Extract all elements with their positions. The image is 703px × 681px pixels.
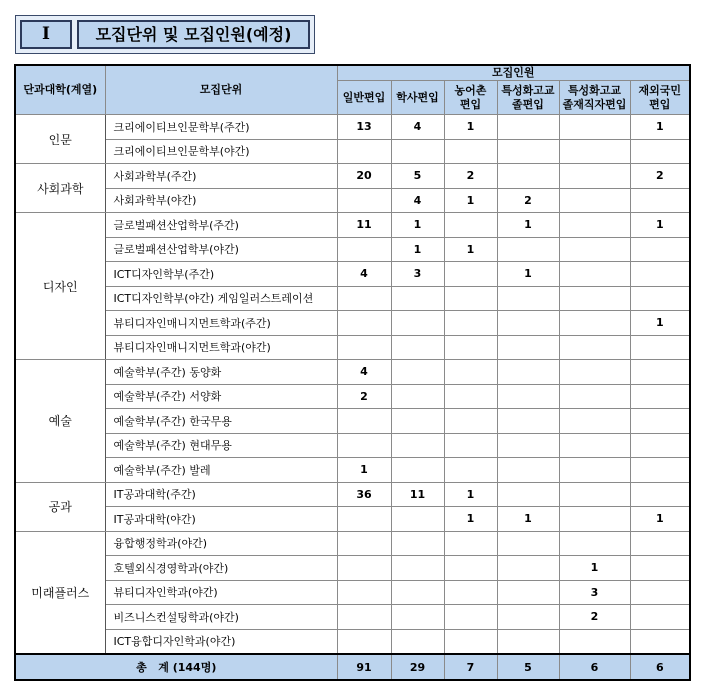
quota-cell — [391, 433, 444, 458]
quota-cell: 1 — [444, 482, 497, 507]
unit-cell: 뷰티디자인매니지먼트학과(주간) — [105, 311, 337, 336]
table-row — [15, 311, 690, 336]
unit-cell: 예술학부(주간) 동양화 — [105, 360, 337, 385]
quota-cell — [559, 139, 630, 164]
quota-cell: 5 — [391, 164, 444, 189]
quota-cell — [497, 433, 559, 458]
table-row — [15, 458, 690, 483]
quota-cell — [559, 507, 630, 532]
quota-cell — [559, 188, 630, 213]
quota-cell — [559, 482, 630, 507]
header-col-3: 농어촌 편입 — [444, 81, 497, 115]
quota-cell — [444, 556, 497, 581]
unit-cell: 글로벌패션산업학부(주간) — [105, 213, 337, 238]
quota-cell — [391, 507, 444, 532]
header-col-1: 일반편입 — [337, 81, 391, 115]
quota-cell — [630, 286, 690, 311]
unit-cell: 크리에이티브인문학부(주간) — [105, 115, 337, 140]
quota-cell — [337, 335, 391, 360]
quota-cell — [497, 409, 559, 434]
quota-cell — [391, 384, 444, 409]
table-row — [15, 286, 690, 311]
header-unit: 모집단위 — [105, 65, 337, 115]
unit-cell: 예술학부(주간) 현대무용 — [105, 433, 337, 458]
quota-cell — [497, 482, 559, 507]
quota-cell — [391, 629, 444, 654]
quota-cell: 4 — [337, 262, 391, 287]
quota-cell: 1 — [391, 213, 444, 238]
table-row — [15, 556, 690, 581]
unit-cell: 뷰티디자인매니지먼트학과(야간) — [105, 335, 337, 360]
quota-cell — [497, 384, 559, 409]
quota-cell — [630, 384, 690, 409]
quota-cell — [630, 629, 690, 654]
quota-cell — [559, 164, 630, 189]
college-cell: 미래플러스 — [15, 531, 105, 654]
quota-cell — [497, 286, 559, 311]
quota-cell — [630, 458, 690, 483]
quota-cell — [497, 556, 559, 581]
total-cell: 5 — [497, 654, 559, 680]
quota-cell: 2 — [559, 605, 630, 630]
quota-cell — [559, 262, 630, 287]
quota-cell — [497, 580, 559, 605]
table-row — [15, 507, 690, 532]
quota-cell — [497, 629, 559, 654]
quota-cell — [559, 458, 630, 483]
quota-cell — [444, 605, 497, 630]
total-label: 총 계 (144명) — [15, 654, 337, 680]
table-row — [15, 139, 690, 164]
total-cell: 29 — [391, 654, 444, 680]
quota-cell: 13 — [337, 115, 391, 140]
unit-cell: 사회과학부(야간) — [105, 188, 337, 213]
quota-cell: 1 — [444, 507, 497, 532]
quota-cell — [444, 629, 497, 654]
quota-cell: 3 — [559, 580, 630, 605]
quota-cell: 11 — [337, 213, 391, 238]
college-cell: 인문 — [15, 115, 105, 164]
quota-cell — [337, 507, 391, 532]
quota-cell — [630, 482, 690, 507]
quota-cell — [630, 580, 690, 605]
quota-cell — [444, 458, 497, 483]
unit-cell: ICT디자인학부(주간) — [105, 262, 337, 287]
quota-cell: 1 — [497, 507, 559, 532]
quota-cell: 2 — [337, 384, 391, 409]
quota-cell — [497, 115, 559, 140]
quota-cell — [337, 433, 391, 458]
quota-cell — [391, 556, 444, 581]
quota-cell — [444, 580, 497, 605]
quota-cell: 1 — [444, 237, 497, 262]
quota-cell — [444, 286, 497, 311]
quota-cell — [630, 335, 690, 360]
quota-cell — [497, 605, 559, 630]
quota-cell — [391, 531, 444, 556]
quota-cell — [559, 115, 630, 140]
quota-cell: 1 — [444, 115, 497, 140]
quota-cell — [630, 188, 690, 213]
quota-cell — [444, 139, 497, 164]
quota-cell — [559, 360, 630, 385]
quota-cell: 1 — [391, 237, 444, 262]
unit-cell: 사회과학부(주간) — [105, 164, 337, 189]
quota-cell: 1 — [630, 115, 690, 140]
table-row — [15, 605, 690, 630]
header-col-5: 특성화고교 졸재직자편입 — [559, 81, 630, 115]
header-col-4: 특성화고교 졸편입 — [497, 81, 559, 115]
quota-cell — [559, 531, 630, 556]
quota-cell — [444, 335, 497, 360]
quota-cell — [559, 237, 630, 262]
quota-cell — [337, 409, 391, 434]
header-college: 단과대학(계열) — [15, 65, 105, 115]
quota-cell — [559, 433, 630, 458]
quota-cell: 36 — [337, 482, 391, 507]
table-row — [15, 213, 690, 238]
quota-cell — [337, 580, 391, 605]
quota-cell — [559, 409, 630, 434]
unit-cell: 융합행정학과(야간) — [105, 531, 337, 556]
quota-cell — [391, 605, 444, 630]
unit-cell: 비즈니스컨설팅학과(야간) — [105, 605, 337, 630]
table-row — [15, 580, 690, 605]
table-row — [15, 237, 690, 262]
unit-cell: 글로벌패션산업학부(야간) — [105, 237, 337, 262]
quota-cell — [630, 605, 690, 630]
quota-cell — [337, 556, 391, 581]
quota-cell — [337, 605, 391, 630]
quota-cell — [391, 286, 444, 311]
quota-cell — [391, 360, 444, 385]
quota-cell — [444, 409, 497, 434]
quota-cell: 3 — [391, 262, 444, 287]
quota-cell: 1 — [444, 188, 497, 213]
quota-cell — [559, 629, 630, 654]
quota-cell — [559, 213, 630, 238]
quota-cell — [337, 629, 391, 654]
quota-cell — [444, 262, 497, 287]
quota-cell — [559, 286, 630, 311]
quota-cell — [630, 237, 690, 262]
quota-cell — [337, 311, 391, 336]
unit-cell: ICT디자인학부(야간) 게임일러스트레이션 — [105, 286, 337, 311]
quota-cell: 1 — [630, 507, 690, 532]
unit-cell: IT공과대학(야간) — [105, 507, 337, 532]
table-row — [15, 115, 690, 140]
unit-cell: 뷰티디자인학과(야간) — [105, 580, 337, 605]
quota-cell — [497, 164, 559, 189]
quota-cell: 2 — [444, 164, 497, 189]
table-row — [15, 409, 690, 434]
college-cell: 디자인 — [15, 213, 105, 360]
section-title: 모집단위 및 모집인원(예정) — [77, 20, 310, 49]
quota-cell — [444, 531, 497, 556]
unit-cell: 예술학부(주간) 발레 — [105, 458, 337, 483]
quota-cell: 1 — [630, 311, 690, 336]
quota-cell: 1 — [630, 213, 690, 238]
quota-cell — [497, 335, 559, 360]
section-title-box — [15, 15, 315, 54]
quota-cell: 4 — [391, 188, 444, 213]
college-cell: 공과 — [15, 482, 105, 531]
college-cell: 사회과학 — [15, 164, 105, 213]
table-row — [15, 188, 690, 213]
quota-cell — [630, 433, 690, 458]
quota-cell — [444, 311, 497, 336]
quota-cell — [444, 433, 497, 458]
quota-cell: 20 — [337, 164, 391, 189]
quota-cell — [630, 409, 690, 434]
total-cell: 6 — [559, 654, 630, 680]
table-row — [15, 433, 690, 458]
quota-cell — [630, 360, 690, 385]
quota-table — [14, 64, 691, 681]
quota-cell: 1 — [559, 556, 630, 581]
unit-cell: 예술학부(주간) 한국무용 — [105, 409, 337, 434]
header-col-6: 재외국민 편입 — [630, 81, 690, 115]
quota-cell: 1 — [497, 213, 559, 238]
unit-cell: 예술학부(주간) 서양화 — [105, 384, 337, 409]
college-cell: 예술 — [15, 360, 105, 483]
table-row — [15, 360, 690, 385]
quota-cell — [444, 360, 497, 385]
quota-cell — [337, 531, 391, 556]
quota-cell — [630, 556, 690, 581]
quota-cell: 2 — [497, 188, 559, 213]
header-quota: 모집인원 — [337, 65, 690, 81]
total-cell: 7 — [444, 654, 497, 680]
total-cell: 6 — [630, 654, 690, 680]
quota-cell: 1 — [337, 458, 391, 483]
quota-cell — [391, 580, 444, 605]
table-row — [15, 482, 690, 507]
quota-cell: 1 — [497, 262, 559, 287]
quota-cell — [630, 262, 690, 287]
quota-cell — [497, 139, 559, 164]
quota-cell — [337, 237, 391, 262]
table-row — [15, 531, 690, 556]
quota-cell — [391, 139, 444, 164]
table-row — [15, 262, 690, 287]
quota-cell: 11 — [391, 482, 444, 507]
quota-cell — [497, 311, 559, 336]
quota-cell: 4 — [337, 360, 391, 385]
quota-cell — [337, 188, 391, 213]
unit-cell: 크리에이티브인문학부(야간) — [105, 139, 337, 164]
quota-cell — [559, 384, 630, 409]
quota-cell — [337, 286, 391, 311]
quota-cell — [391, 409, 444, 434]
table-row — [15, 164, 690, 189]
quota-cell — [630, 531, 690, 556]
quota-cell: 2 — [630, 164, 690, 189]
quota-cell: 4 — [391, 115, 444, 140]
quota-cell — [391, 335, 444, 360]
quota-cell — [444, 213, 497, 238]
table-row — [15, 629, 690, 654]
unit-cell: IT공과대학(주간) — [105, 482, 337, 507]
section-number: Ⅰ — [20, 20, 72, 49]
unit-cell: 호텔외식경영학과(야간) — [105, 556, 337, 581]
quota-cell — [444, 384, 497, 409]
total-row — [15, 654, 690, 680]
table-row — [15, 384, 690, 409]
quota-cell — [630, 139, 690, 164]
header-col-2: 학사편입 — [391, 81, 444, 115]
quota-cell — [497, 360, 559, 385]
total-cell: 91 — [337, 654, 391, 680]
table-row — [15, 335, 690, 360]
quota-cell — [391, 458, 444, 483]
quota-cell — [559, 335, 630, 360]
quota-cell — [497, 458, 559, 483]
quota-cell — [391, 311, 444, 336]
quota-cell — [559, 311, 630, 336]
unit-cell: ICT융합디자인학과(야간) — [105, 629, 337, 654]
quota-cell — [337, 139, 391, 164]
quota-cell — [497, 531, 559, 556]
quota-cell — [497, 237, 559, 262]
